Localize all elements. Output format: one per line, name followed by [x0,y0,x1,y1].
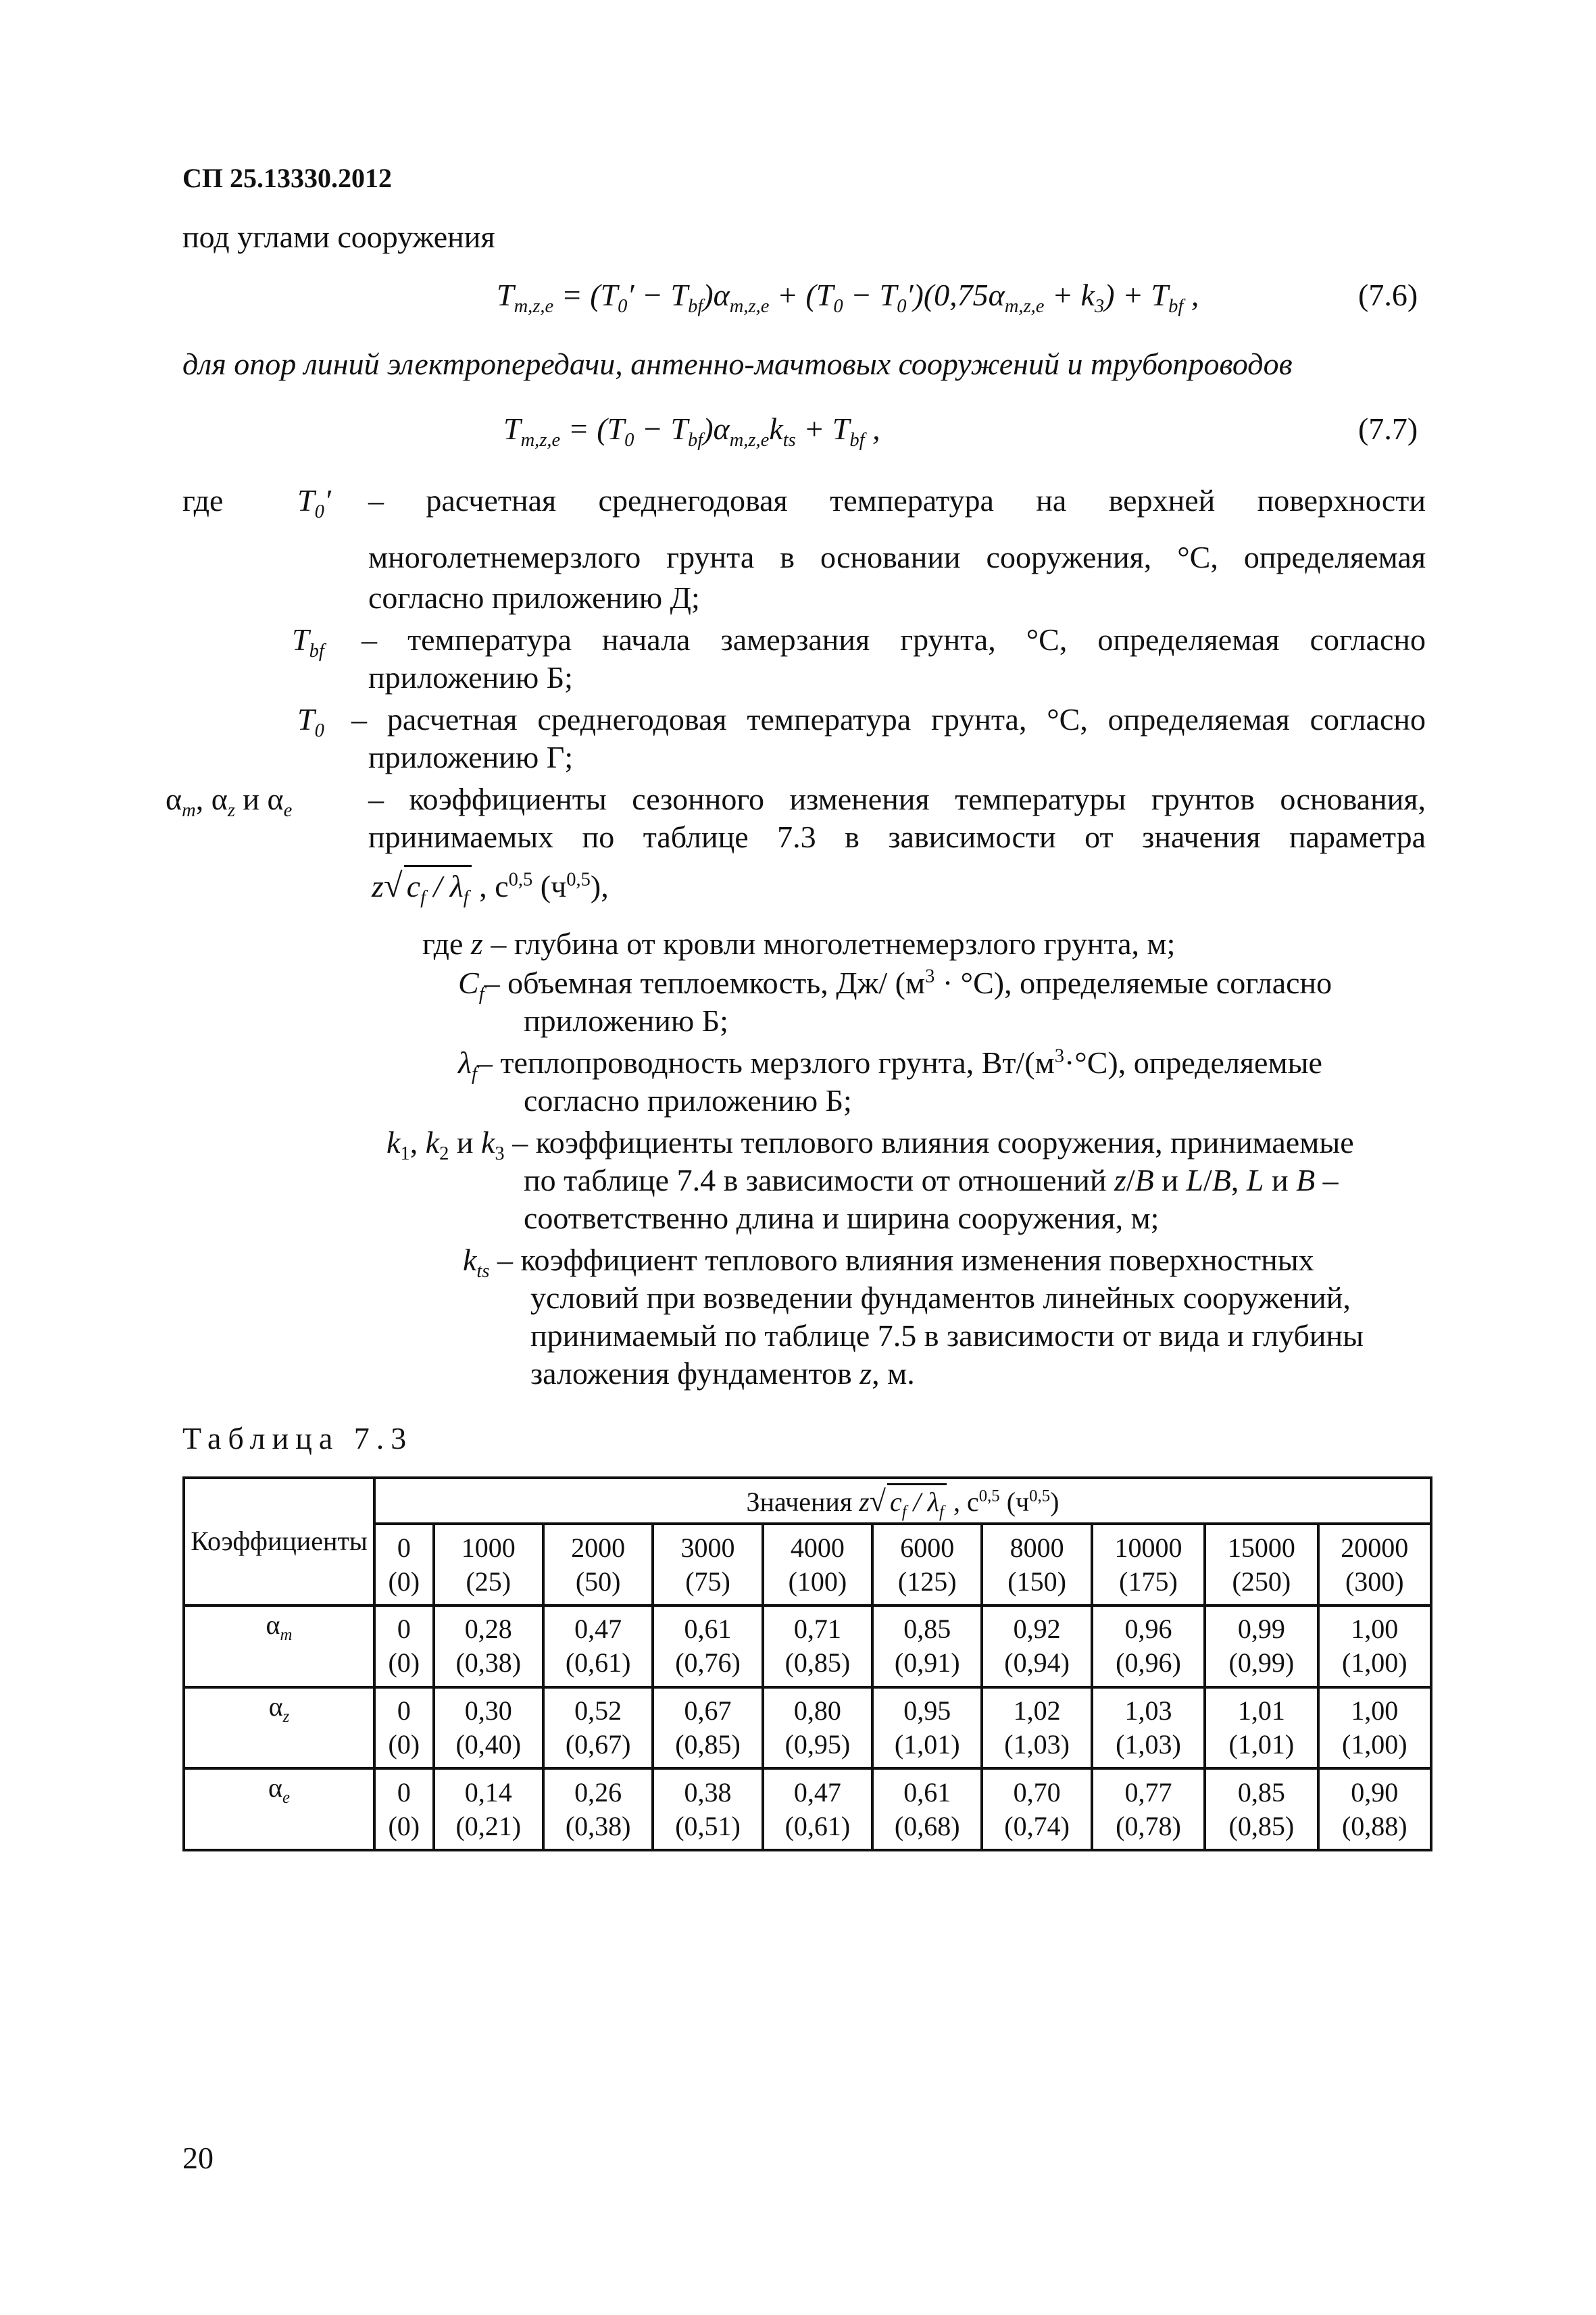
table-row-alpha-z [184,1687,1431,1769]
table-cell: 0,67 (0,85) [653,1687,762,1769]
column-header: 8000 (150) [982,1524,1091,1605]
def-cf-line1: $C_f-$ объемная теплоемкость, Дж/ $(м^3 \cdot ^\circ С)$, определяемые согласно [458,966,1332,1005]
table-cell: 0,47 (0,61) [763,1768,872,1850]
column-header: 20000 (300) [1318,1524,1431,1605]
def-kts-line3: принимаемый по таблице 7.5 в зависимости от вида и глубины [530,1318,1364,1353]
table-cell: 0,96 (0,96) [1092,1605,1205,1687]
column-header: 10000 (175) [1092,1524,1205,1605]
column-header: 1000 (25) [434,1524,543,1605]
symbol-t0: $T_0$ [297,702,324,742]
page-number: 20 [182,2141,214,2175]
def-kts-line1: $k_{ts}$ – коэффициент теплового влияния изменения поверхностных [463,1243,1314,1283]
def-kts-line4: заложения фундаментов z, м. [530,1356,915,1391]
table-cell: 0,61 (0,76) [653,1605,762,1687]
table-cell: 0 (0) [374,1605,434,1687]
table-cell: 0,61 (0,68) [872,1768,982,1850]
def-k-line1: $k_1$, $k_2$ и $k_3$ – коэффициенты теплового влияния сооружения, принимаемые [386,1125,1354,1165]
equation-number-7-7: (7.7) [1358,412,1418,446]
table-cell: 0,30 (0,40) [434,1687,543,1769]
table-values-header: Значения z√ $c_f / \lambda_f$ , $с^{0,5}$ $(ч^{0,5})$ [374,1478,1431,1524]
column-header: 3000 (75) [653,1524,762,1605]
def-alpha-line1: – коэффициенты сезонного изменения температуры грунтов основания, [368,782,1426,816]
table-cell: 0 (0) [374,1768,434,1850]
table-cell: 0,47 (0,61) [543,1605,653,1687]
table-cell: 0,80 (0,95) [763,1687,872,1769]
def-cf-line2: приложению Б; [524,1003,728,1038]
def-tbf-line1: – температура начала замерзания грунта, °С, определяемая согласно [361,622,1426,657]
column-header: 4000 (100) [763,1524,872,1605]
def-k-line2: по таблице 7.4 в зависимости от отношений z/B и L/B, L и B – [524,1163,1339,1197]
table-row-alpha-m [184,1605,1431,1687]
def-kts-line2: условий при возведении фундаментов линейных сооружений, [530,1280,1351,1315]
sub-where-z: где z – глубина от кровли многолетнемерзлого грунта, м; [422,926,1176,961]
table-cell: 0,52 (0,67) [543,1687,653,1769]
where-label: где [182,483,224,518]
def-tbf-line2: приложению Б; [368,660,573,695]
symbol-t0-prime: $T_0'$ [297,483,331,523]
def-t0-prime-line2: многолетнемерзлого грунта в основании сооружения, °С, определяемая [368,540,1426,574]
table-cell: 1,03 (1,03) [1092,1687,1205,1769]
def-alpha-line2: принимаемых по таблице 7.3 в зависимости от значения параметра [368,820,1426,854]
symbol-alphas: $\alpha_m$, $\alpha_z$ и $\alpha_e$ [166,782,293,822]
row-label-alpha-e: $\alpha_e$ [184,1768,374,1850]
equation-number-7-6: (7.6) [1358,278,1418,312]
document-code: СП 25.13330.2012 [182,163,392,193]
column-header: 2000 (50) [543,1524,653,1605]
table-corner-header: Коэффициенты [184,1478,374,1605]
def-t0-line1: – расчетная среднегодовая температура грунта, °С, определяемая согласно [351,702,1426,737]
table-cell: 0,28 (0,38) [434,1605,543,1687]
table-cell: 0,95 (1,01) [872,1687,982,1769]
table-cell: 1,00 (1,00) [1318,1687,1431,1769]
table-cell: 1,00 (1,00) [1318,1605,1431,1687]
table-cell: 0,92 (0,94) [982,1605,1091,1687]
column-header: 0 (0) [374,1524,434,1605]
table-cell: 0,77 (0,78) [1092,1768,1205,1850]
table-cell: 0,38 (0,51) [653,1768,762,1850]
table-cell: 0,85 (0,91) [872,1605,982,1687]
table-cell: 0,71 (0,85) [763,1605,872,1687]
intro-line: под углами сооружения [182,220,495,254]
row-label-alpha-z: $\alpha_z$ [184,1687,374,1769]
def-lf-line2: согласно приложению Б; [524,1083,852,1118]
italic-line: для опор линий электропередачи, антенно-мачтовых сооружений и трубопроводов [182,347,1293,381]
def-k-line3: соответственно длина и ширина сооружения, м; [524,1201,1159,1235]
def-t0-prime-line1: – расчетная среднегодовая температура на верхней поверхности [368,483,1426,518]
def-lf-line1: $\lambda_f-$ теплопроводность мерзлого грунта, $Вт/(м^3\cdot^\circ С)$, определяемые [458,1045,1322,1085]
def-t0-prime-line3: согласно приложению Д; [368,580,700,615]
column-header: 15000 (250) [1205,1524,1318,1605]
param-expression: z√ $c_f / \lambda_f$ , $с^{0,5}$ $(ч^{0,5})$, [372,866,609,909]
table-cell: 1,01 (1,01) [1205,1687,1318,1769]
table-row-alpha-e [184,1768,1431,1850]
def-t0-line2: приложению Г; [368,740,574,774]
formula-7-6: $T_{m,z,e} = (T_0' - T_{bf})\alpha_{m,z,e} + (T_0 - T_0')(0,75\alpha_{m,z,e} + k_3) + T_{bf}$ , [497,278,1199,318]
table-cell: 0,85 (0,85) [1205,1768,1318,1850]
table-cell: 0,26 (0,38) [543,1768,653,1850]
table-cell: 1,02 (1,03) [982,1687,1091,1769]
table-cell: 0,14 (0,21) [434,1768,543,1850]
row-label-alpha-m: $\alpha_m$ [184,1605,374,1687]
table-7-3 [182,1476,1432,1851]
formula-7-7: $T_{m,z,e} = (T_0 - T_{bf})\alpha_{m,z,e}k_{ts} + T_{bf}$ , [503,412,880,451]
table-cell: 0 (0) [374,1687,434,1769]
table-cell: 0,90 (0,88) [1318,1768,1431,1850]
table-caption: Таблица 7.3 [182,1421,414,1455]
symbol-tbf: $T_{bf}$ [292,622,324,662]
column-header: 6000 (125) [872,1524,982,1605]
table-cell: 0,70 (0,74) [982,1768,1091,1850]
table-cell: 0,99 (0,99) [1205,1605,1318,1687]
